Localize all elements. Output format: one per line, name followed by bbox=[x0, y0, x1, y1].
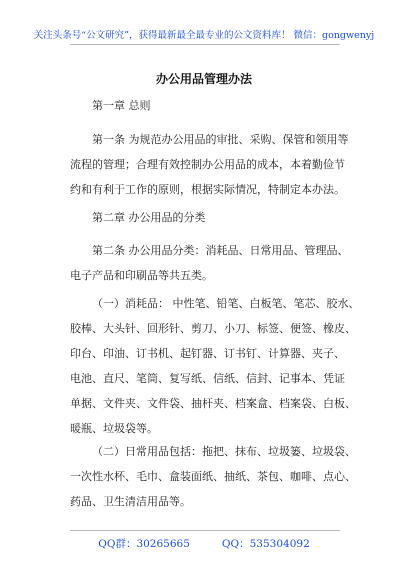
paragraph-line: 药品、卫生清洁用品等。 bbox=[70, 495, 191, 508]
paragraph-line: 单据、文件夹、文件袋、抽杆夹、档案盒、档案袋、白板、 bbox=[70, 397, 356, 410]
paragraph-line: 第一条 为规范办公用品的审批、采购、保管和领用等 bbox=[92, 133, 349, 146]
paragraph-line: 一次性水杯、毛巾、盒装面纸、抽纸、茶包、咖啡、点心、 bbox=[70, 470, 356, 483]
chapter-1-heading bbox=[70, 93, 350, 118]
paragraph-line: 流程的管理；合理有效控制办公用品的成本，本着勤俭节 bbox=[70, 158, 345, 171]
chapter-2-heading bbox=[70, 205, 350, 230]
qq-group-number: QQ群：30265665 bbox=[98, 538, 190, 550]
document-title: 办公用品管理办法 bbox=[155, 72, 252, 86]
paragraph-line: 电子产品和印刷品等共五类。 bbox=[70, 269, 213, 282]
footer-divider bbox=[70, 530, 340, 531]
footer-contact bbox=[0, 536, 408, 551]
paragraph-line: （二）日常用品包括：拖把、抹布、垃圾篓、垃圾袋、 bbox=[92, 445, 356, 458]
header-banner: 关注头条号“公文研究”，获得最新最全最专业的公文资料库！ 微信：gongwenyj bbox=[33, 30, 375, 41]
paragraph-line: 暖瓶、垃圾袋等。 bbox=[70, 422, 158, 435]
paragraph-line: （一）消耗品： 中性笔、铅笔、白板笔、笔芯、胶水、 bbox=[92, 297, 360, 310]
article-1-paragraph bbox=[70, 127, 350, 202]
header-divider bbox=[70, 44, 340, 45]
article-2-paragraph bbox=[70, 238, 350, 288]
consumables-paragraph bbox=[70, 291, 360, 441]
qq-number: QQ：535304092 bbox=[221, 538, 310, 550]
paragraph-line: 胶棒、大头针、回形针、剪刀、小刀、标签、便签、橡皮、 bbox=[70, 322, 356, 335]
paragraph-line: 第二条 办公用品分类：消耗品、日常用品、管理品、 bbox=[92, 244, 349, 257]
daily-items-paragraph bbox=[70, 439, 356, 514]
paragraph-line: 印台、印油、订书机、起钉器、订书钉、计算器、夹子、 bbox=[70, 347, 345, 360]
chapter-heading-text: 第二章 办公用品的分类 bbox=[92, 211, 206, 224]
paragraph-line: 约和有利于工作的原则，根据实际情况，特制定本办法。 bbox=[70, 183, 345, 196]
paragraph-line: 电池、直尺、笔筒、复写纸、信纸、信封、记事本、凭证 bbox=[70, 372, 345, 385]
chapter-heading-text: 第一章 总则 bbox=[92, 99, 151, 112]
